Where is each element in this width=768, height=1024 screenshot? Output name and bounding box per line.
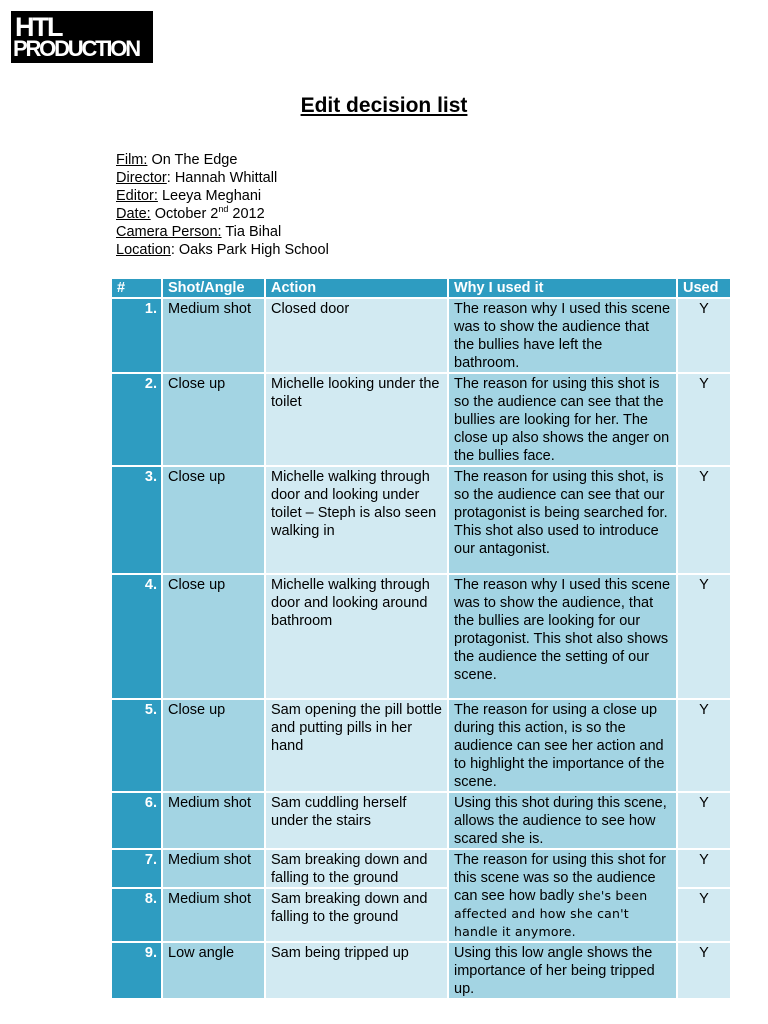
shot-cell: Medium shot xyxy=(162,298,265,373)
htl-production-logo xyxy=(11,11,153,63)
why-text-part-2: she's been affected and how she can't handle it anymore. xyxy=(454,888,648,939)
shot-cell: Close up xyxy=(162,699,265,792)
used-cell: Y xyxy=(677,574,731,699)
row-number: 6. xyxy=(111,792,162,849)
action-cell: Sam breaking down and falling to the ground xyxy=(265,849,448,888)
location-label: Location xyxy=(116,242,171,258)
header-used: Used xyxy=(677,278,731,298)
table-row xyxy=(111,466,731,574)
header-why: Why I used it xyxy=(448,278,677,298)
table-row xyxy=(111,699,731,792)
used-cell: Y xyxy=(677,466,731,574)
row-number: 8. xyxy=(111,888,162,942)
why-cell: The reason for using this shot, is so the audience can see that our protagonist is being searched for. This shot also used to introduce our antagonist. xyxy=(448,466,677,574)
why-cell: The reason why I used this scene was to show the audience that the bullies have left the bathroom. xyxy=(448,298,677,373)
used-cell: Y xyxy=(677,373,731,466)
row-number: 7. xyxy=(111,849,162,888)
shot-cell: Close up xyxy=(162,373,265,466)
table-row xyxy=(111,574,731,699)
camera-label: Camera Person: xyxy=(116,224,222,240)
used-cell: Y xyxy=(677,699,731,792)
why-cell: The reason for using this shot is so the audience can see that the bullies are looking for her. The close up also shows the anger on the bullies face. xyxy=(448,373,677,466)
why-cell: Using this low angle shows the importance of her being tripped up. xyxy=(448,942,677,999)
director-label: Director xyxy=(116,170,167,186)
director-row xyxy=(116,169,329,187)
production-details xyxy=(116,151,329,259)
table-header-row xyxy=(111,278,731,298)
row-number: 4. xyxy=(111,574,162,699)
used-cell: Y xyxy=(677,792,731,849)
header-action: Action xyxy=(265,278,448,298)
action-cell: Closed door xyxy=(265,298,448,373)
editor-value: Leeya Meghani xyxy=(157,188,262,204)
why-cell: The reason why I used this scene was to show the audience, that the bullies are looking for our protagonist. This shot also shows the audience the setting of our scene. xyxy=(448,574,677,699)
edit-decision-table xyxy=(110,277,732,1000)
location-value: : Oaks Park High School xyxy=(170,242,329,258)
date-row xyxy=(116,205,329,223)
row-number: 3. xyxy=(111,466,162,574)
location-row xyxy=(116,241,329,259)
action-cell: Sam being tripped up xyxy=(265,942,448,999)
why-cell: Using this shot during this scene, allows the audience to see how scared she is. xyxy=(448,792,677,849)
used-cell: Y xyxy=(677,298,731,373)
why-cell xyxy=(448,849,677,942)
table-row xyxy=(111,373,731,466)
used-cell: Y xyxy=(677,849,731,888)
header-shot-angle: Shot/Angle xyxy=(162,278,265,298)
why-cell: The reason for using a close up during this action, is so the audience can see her action and to highlight the importance of the scene. xyxy=(448,699,677,792)
editor-row xyxy=(116,187,329,205)
shot-cell: Close up xyxy=(162,574,265,699)
row-number: 5. xyxy=(111,699,162,792)
date-prefix: October 2 xyxy=(150,206,219,222)
action-cell: Michelle looking under the toilet xyxy=(265,373,448,466)
used-cell: Y xyxy=(677,942,731,999)
logo-line-1: HTL xyxy=(15,12,62,42)
page-title: Edit decision list xyxy=(300,94,468,117)
editor-label: Editor: xyxy=(116,188,158,204)
shot-cell: Low angle xyxy=(162,942,265,999)
action-cell: Sam breaking down and falling to the ground xyxy=(265,888,448,942)
why-text-part-1: The reason for using this shot for this scene was so the audience can see how badly xyxy=(454,852,666,904)
film-value: On The Edge xyxy=(147,152,238,168)
table-row xyxy=(111,849,731,888)
action-cell: Sam cuddling herself under the stairs xyxy=(265,792,448,849)
date-suffix: 2012 xyxy=(228,206,265,222)
director-value: : Hannah Whittall xyxy=(166,170,278,186)
used-cell: Y xyxy=(677,888,731,942)
shot-cell: Medium shot xyxy=(162,792,265,849)
header-number: # xyxy=(111,278,162,298)
action-cell: Michelle walking through door and looking around bathroom xyxy=(265,574,448,699)
film-label: Film: xyxy=(116,152,148,168)
table-row xyxy=(111,942,731,999)
camera-row xyxy=(116,223,329,241)
film-row xyxy=(116,151,329,169)
shot-cell: Medium shot xyxy=(162,888,265,942)
shot-cell: Medium shot xyxy=(162,849,265,888)
camera-value: Tia Bihal xyxy=(221,224,282,240)
row-number: 2. xyxy=(111,373,162,466)
row-number: 1. xyxy=(111,298,162,373)
date-label: Date: xyxy=(116,206,151,222)
table-row xyxy=(111,298,731,373)
table-row xyxy=(111,792,731,849)
date-superscript: nd xyxy=(218,204,229,214)
action-cell: Michelle walking through door and looking under toilet – Steph is also seen walking in xyxy=(265,466,448,574)
row-number: 9. xyxy=(111,942,162,999)
logo-line-2: PRODUCTION xyxy=(13,36,139,61)
action-cell: Sam opening the pill bottle and putting pills in her hand xyxy=(265,699,448,792)
shot-cell: Close up xyxy=(162,466,265,574)
